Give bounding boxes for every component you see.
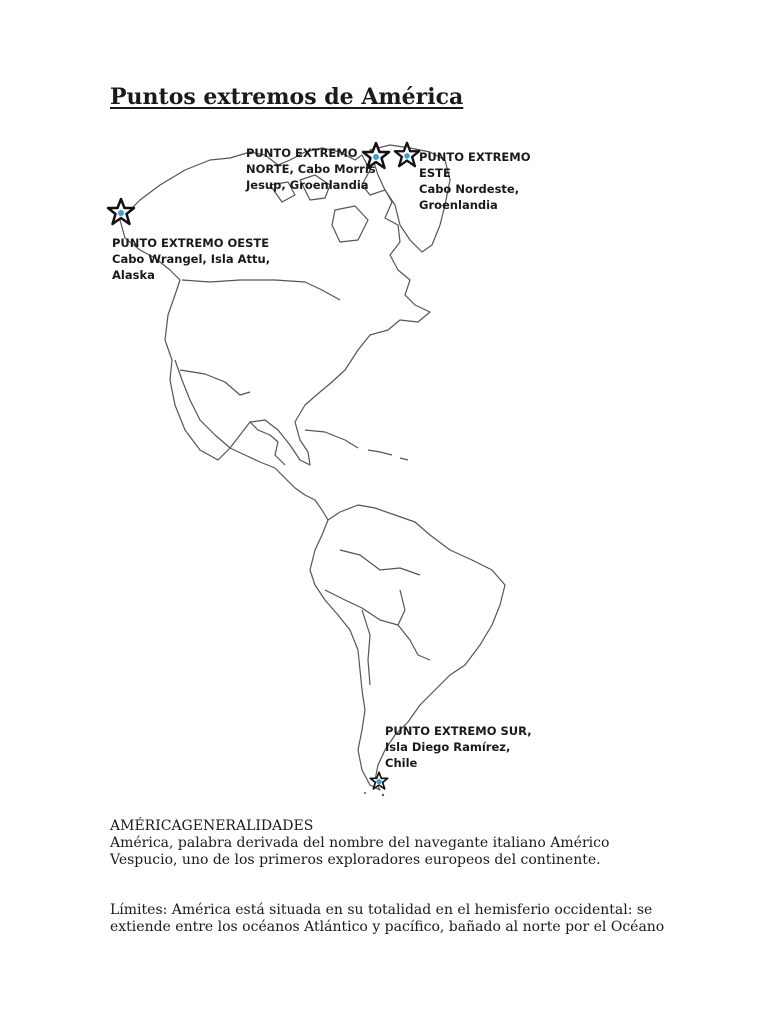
section-heading: AMÉRICAGENERALIDADES (110, 818, 314, 834)
paragraph-text: América, palabra derivada del nombre del navegante italiano Américo Vespucio, uno de los primeros exploradores europeos del continente. (110, 835, 610, 868)
paragraph-definition (110, 835, 670, 869)
label-west-extreme: PUNTO EXTREMO OESTE Cabo Wrangel, Isla Attu, Alaska (112, 236, 271, 282)
paragraph-limits (110, 902, 670, 936)
star-icon (393, 141, 421, 169)
label-east-extreme: PUNTO EXTREMO ESTE Cabo Nordeste, Groenlandia (419, 150, 531, 212)
star-icon (369, 771, 389, 791)
label-south-extreme: PUNTO EXTREMO SUR, Isla Diego Ramírez, Chile (385, 724, 532, 770)
central-america-outline (175, 360, 328, 520)
americas-outline-map (100, 130, 520, 800)
north-america-outline (120, 148, 430, 465)
page-title: Puntos extremos de América (110, 84, 464, 110)
paragraph-text: Límites: América está situada en su totalidad en el hemisferio occidental: se extiende entre los océanos Atlántico y pacífico, bañado al norte por el Océano (110, 902, 665, 935)
label-north-extreme: PUNTO EXTREMO NORTE, Cabo Morris Jesup, Groenlandia (246, 146, 376, 192)
star-icon (106, 197, 136, 227)
